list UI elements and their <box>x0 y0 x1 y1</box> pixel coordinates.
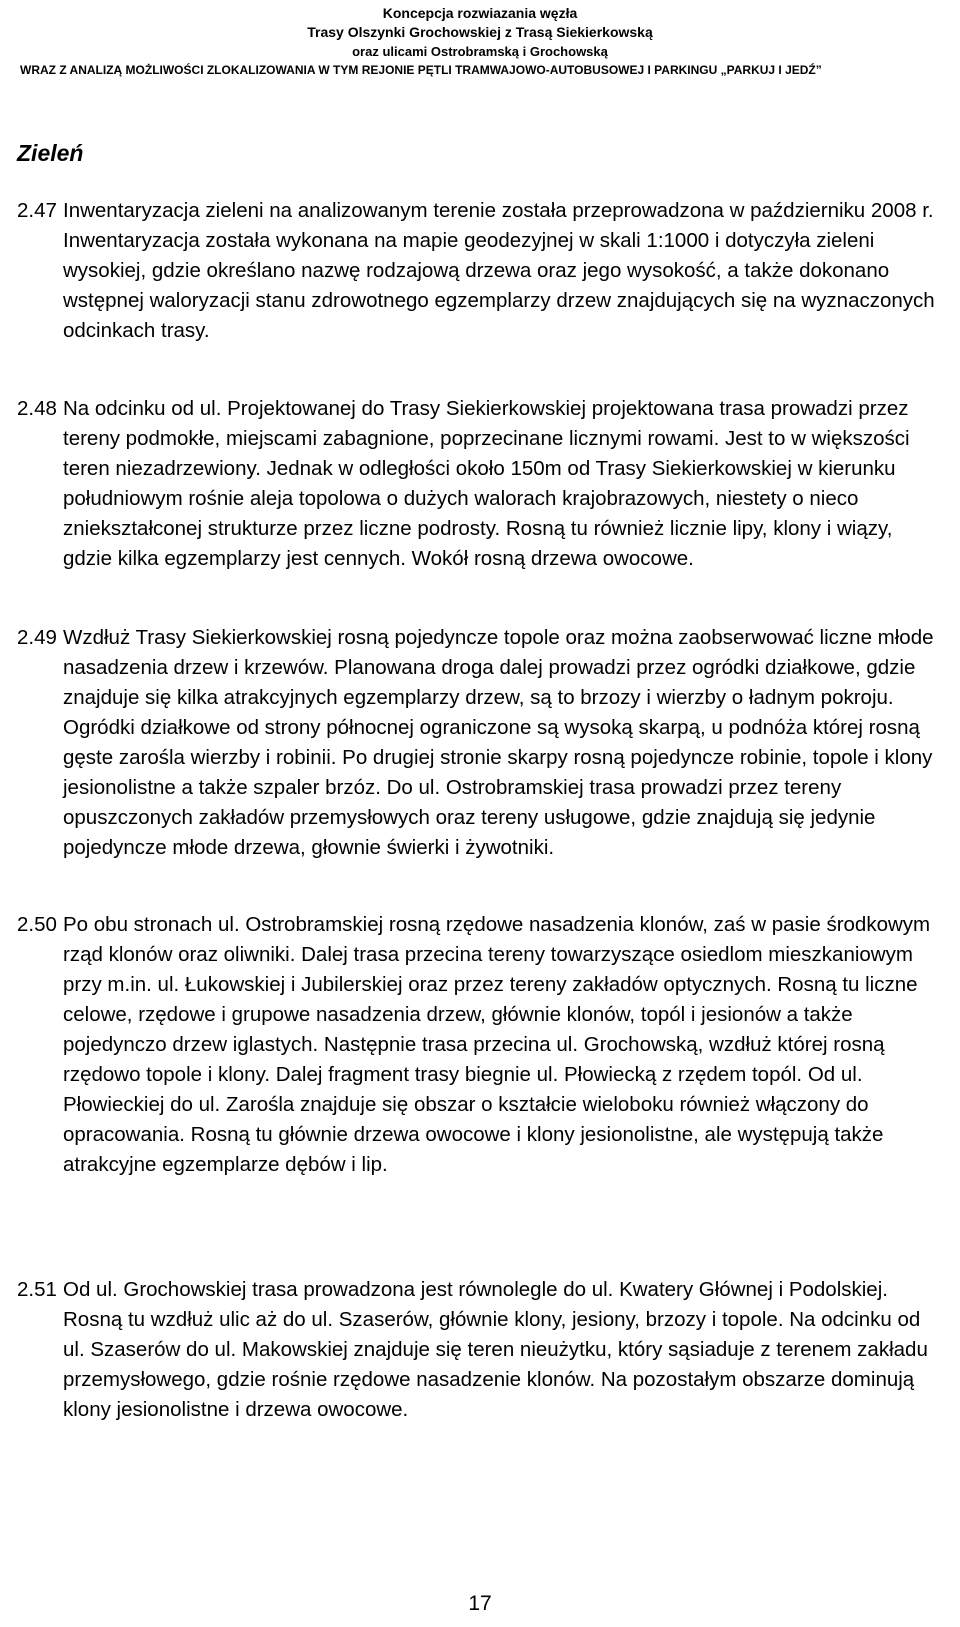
section-title: Zieleń <box>17 140 84 166</box>
paragraph-2-47 <box>17 196 937 346</box>
header-line-3: oraz ulicami Ostrobramską i Grochowską <box>352 44 608 59</box>
paragraph-2-51 <box>17 1275 937 1425</box>
paragraph-text: Inwentaryzacja zieleni na analizowanym terenie została przeprowadzona w październiku 2008 r. Inwentaryzacja została wykonana na mapie geodezyjnej w skali 1:1000 i dotyczyła zieleni wysokiej, gdzie określano nazwę rodzajową drzewa oraz jego wysokość, a także dokonano wstępnej waloryzacji stanu zdrowotnego egzemplarzy drzew znajdujących się na wyznaczonych odcinkach trasy. <box>63 199 935 342</box>
paragraph-number: 2.49 <box>17 626 57 649</box>
paragraph-text: Po obu stronach ul. Ostrobramskiej rosną rzędowe nasadzenia klonów, zaś w pasie środkowym rząd klonów oraz oliwniki. Dalej trasa przecina tereny towarzyszące osiedlom mieszkaniowym przy m.in. ul. Łukowskiej i Jubilerskiej oraz przez tereny zakładów optycznych. Rosną tu liczne celowe, rzędowe i grupowe nasadzenia drzew, głównie klonów, topól i jesionów a także pojedynczo drzew iglastych. Następnie trasa przecina ul. Grochowską, wzdłuż której rosną rzędowo topole i klony. Dalej fragment trasy biegnie ul. Płowiecką z rzędem topól. Od ul. Płowieckiej do ul. Zarośla znajduje się obszar o kształcie wieloboku również włączony do opracowania. Rosną tu głównie drzewa owocowe i klony jesionolistne, ale występują także atrakcyjne egzemplarze dębów i lip. <box>63 913 931 1176</box>
paragraph-text: Wzdłuż Trasy Siekierkowskiej rosną pojedyncze topole oraz można zaobserwować liczne młode nasadzenia drzew i krzewów. Planowana droga dalej prowadzi przez ogródki działkowe, gdzie znajduje się kilka atrakcyjnych egzemplarzy drzew, są to brzozy i wierzby o ładnym pokroju. Ogródki działkowe od strony północnej ograniczone są wysoką skarpą, u podnóża której rosną gęste zarośla wierzby i robinii. Po drugiej stronie skarpy rosną pojedyncze robinie, topole i klony jesionolistne a także szpaler brzóz. Do ul. Ostrobramskiej trasa prowadzi przez tereny opuszczonych zakładów przemysłowych oraz tereny usługowe, gdzie znajdują się jedynie pojedyncze młode drzewa, głownie świerki i żywotniki. <box>63 626 934 859</box>
header-line-1: Koncepcja rozwiazania węzła <box>382 5 578 21</box>
document-header <box>0 4 960 80</box>
header-line-2: Trasy Olszynki Grochowskiej z Trasą Siekierkowską <box>307 24 653 40</box>
paragraph-2-50 <box>17 910 937 1180</box>
paragraph-number: 2.48 <box>17 397 57 420</box>
paragraph-text: Od ul. Grochowskiej trasa prowadzona jest równolegle do ul. Kwatery Głównej i Podolskiej. Rosną tu wzdłuż ulic aż do ul. Szaserów, głównie klony, jesiony, brzozy i topole. Na odcinku od ul. Szaserów do ul. Makowskiej znajduje się teren nieużytku, który sąsiaduje z terenem zakładu przemysłowego, gdzie rośnie rzędowe nasadzenie klonów. Na pozostałym obszarze dominują klony jesionolistne i drzewa owocowe. <box>63 1278 928 1421</box>
page-number: 17 <box>468 1592 492 1615</box>
paragraph-text: Na odcinku od ul. Projektowanej do Trasy Siekierkowskiej projektowana trasa prowadzi przez tereny podmokłe, miejscami zabagnione, poprzecinane licznymi rowami. Jest to w większości teren niezadrzewiony. Jednak w odległości około 150m od Trasy Siekierkowskiej w kierunku południowym rośnie aleja topolowa o dużych walorach krajobrazowych, niestety o nieco zniekształconej strukturze przez liczne podrosty. Rosną tu również licznie lipy, klony i wiązy, gdzie kilka egzemplarzy jest cennych. Wokół rosną drzewa owocowe. <box>63 397 910 570</box>
paragraph-2-49 <box>17 623 937 863</box>
header-line-4: WRAZ Z ANALIZĄ MOŻLIWOŚCI ZLOKALIZOWANIA W TYM REJONIE PĘTLI TRAMWAJOWO-AUTOBUSOWEJ I PARKINGU „PARKUJ I JEDŹ” <box>20 63 822 77</box>
paragraph-number: 2.51 <box>17 1278 57 1301</box>
paragraph-2-48 <box>17 394 937 574</box>
paragraph-number: 2.50 <box>17 913 57 936</box>
paragraph-number: 2.47 <box>17 199 57 222</box>
